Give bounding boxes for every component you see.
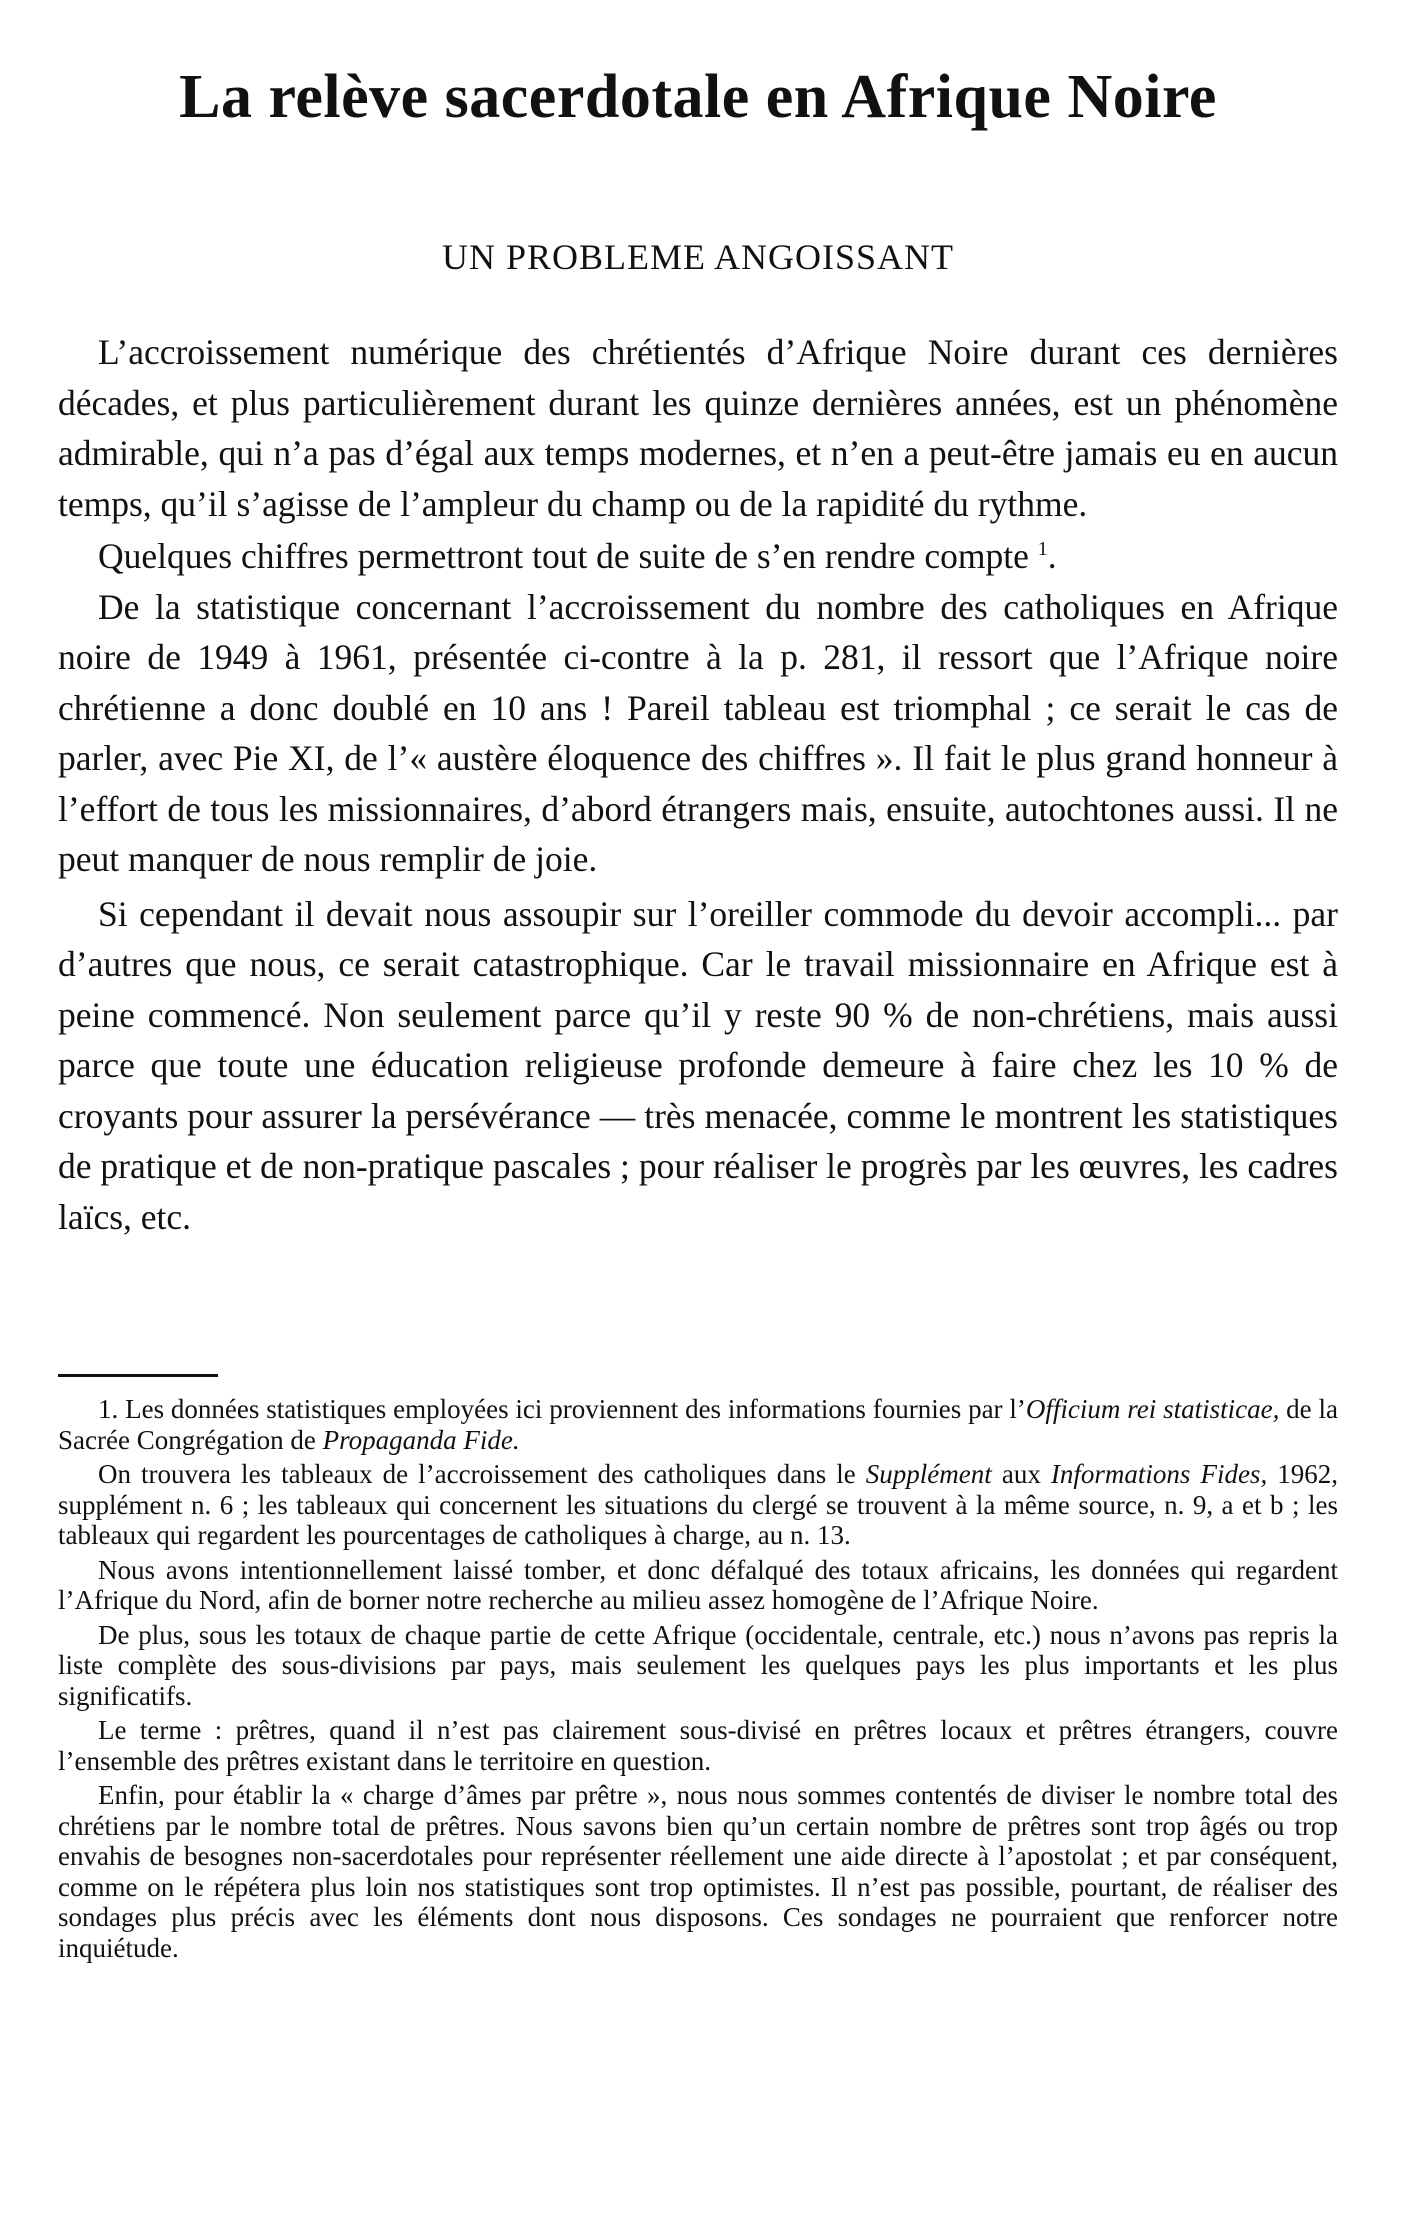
footnote-2-b: Supplément	[865, 1459, 992, 1489]
footnote-5: Le terme : prêtres, quand il n’est pas clairement sous-divisé en prêtres locaux et prêtres étrangers, couvre l’ensemble des prêtres existant dans le territoire en question.	[58, 1715, 1338, 1776]
footnote-1-b: Officium rei statisticae,	[1025, 1394, 1280, 1424]
paragraph-2-end: .	[1047, 536, 1057, 576]
footnote-separator	[58, 1374, 218, 1377]
footnote-2	[58, 1459, 1338, 1551]
paragraph-3: De la statistique concernant l’accroissement du nombre des catholiques en Afrique noire de 1949 à 1961, présentée ci-contre à la p. 281, il ressort que l’Afrique noire chrétienne a donc doublé en 10 ans ! Pareil tableau est triomphal ; ce serait le cas de parler, avec Pie XI, de l’« austère éloquence des chiffres ». Il fait le plus grand honneur à l’effort de tous les missionnaires, d’abord étrangers mais, ensuite, autochtones aussi. Il ne peut manquer de nous remplir de joie.	[58, 586, 1338, 879]
footnote-1-d: Propaganda Fide.	[322, 1424, 520, 1455]
footnote-2-a: On trouvera les tableaux de l’accroissement des catholiques dans le	[98, 1459, 866, 1489]
footnote-4: De plus, sous les totaux de chaque partie de cette Afrique (occidentale, centrale, etc.) nous n’avons pas repris la liste complète des sous-divisions par pays, mais seulement les quelques pays les plus importants et les plus significatifs.	[58, 1619, 1338, 1711]
paragraph-2	[58, 531, 1338, 582]
paragraph-2-text: Quelques chiffres permettront tout de suite de s’en rendre compte	[98, 536, 1029, 576]
paragraph-1: L’accroissement numérique des chrétientés d’Afrique Noire durant ces dernières décades, et plus particulièrement durant les quinze dernières années, est un phénomène admirable, qui n’a pas d’égal aux temps modernes, et n’en a peut-être jamais eu en aucun temps, qu’il s’agisse de l’ampleur du champ ou de la rapidité du rythme.	[58, 332, 1338, 524]
footnote-1	[58, 1394, 1338, 1455]
footnote-2-e: 1962, supplément n. 6 ; les tableaux qui concernent les situations du clergé se trouvent à la même source, n. 9, a et b ; les tableaux qui regardent les pourcentages de catholiques à charge, au n. 13.	[58, 1459, 1339, 1550]
footnote-1-c: de la Sacrée Congrégation de	[58, 1394, 1338, 1455]
footnote-ref-1: 1	[1037, 538, 1048, 561]
document-page	[58, 0, 1338, 2213]
footnote-6: Enfin, pour établir la « charge d’âmes par prêtre », nous nous sommes contentés de diviser le nombre total des chrétiens par le nombre total de prêtres. Nous savons bien qu’un certain nombre de prêtres sont trop âgés ou trop envahis de besognes non-sacerdotales pour représenter réellement une aide directe à l’apostolat ; et par conséquent, comme on le répétera plus loin nos statistiques sont trop optimistes. Il n’est pas possible, pourtant, de réaliser des sondages plus précis avec les éléments dont nous disposons. Ces sondages ne pourraient que renforcer notre inquiétude.	[58, 1780, 1338, 1963]
footnote-2-d: Informations Fides,	[1050, 1459, 1268, 1489]
body-text	[58, 327, 1338, 1242]
paragraph-4: Si cependant il devait nous assoupir sur l’oreiller commode du devoir accompli... par d’autres que nous, ce serait catastrophique. Car le travail missionnaire en Afrique est à peine commencé. Non seulement parce qu’il y reste 90 % de non-chrétiens, mais aussi parce que toute une éducation religieuse profonde demeure à faire chez les 10 % de croyants pour assurer la persévérance — très menacée, comme le montrent les statistiques de pratique et de non-pratique pascales ; pour réaliser le progrès par les œuvres, les cadres laïcs, etc.	[58, 893, 1338, 1237]
footnote-2-c: aux	[991, 1459, 1051, 1489]
footnote-1-a: 1. Les données statistiques employées ici proviennent des informations fournies par l’	[98, 1394, 1026, 1424]
page-title: La relève sacerdotale en Afrique Noire	[179, 63, 1217, 131]
section-subtitle: UN PROBLEME ANGOISSANT	[441, 237, 955, 277]
footnote-3: Nous avons intentionnellement laissé tomber, et donc défalqué des totaux africains, les données qui regardent l’Afrique du Nord, afin de borner notre recherche au milieu assez homogène de l’Afrique Noire.	[58, 1554, 1338, 1615]
footnotes	[58, 1394, 1338, 1967]
